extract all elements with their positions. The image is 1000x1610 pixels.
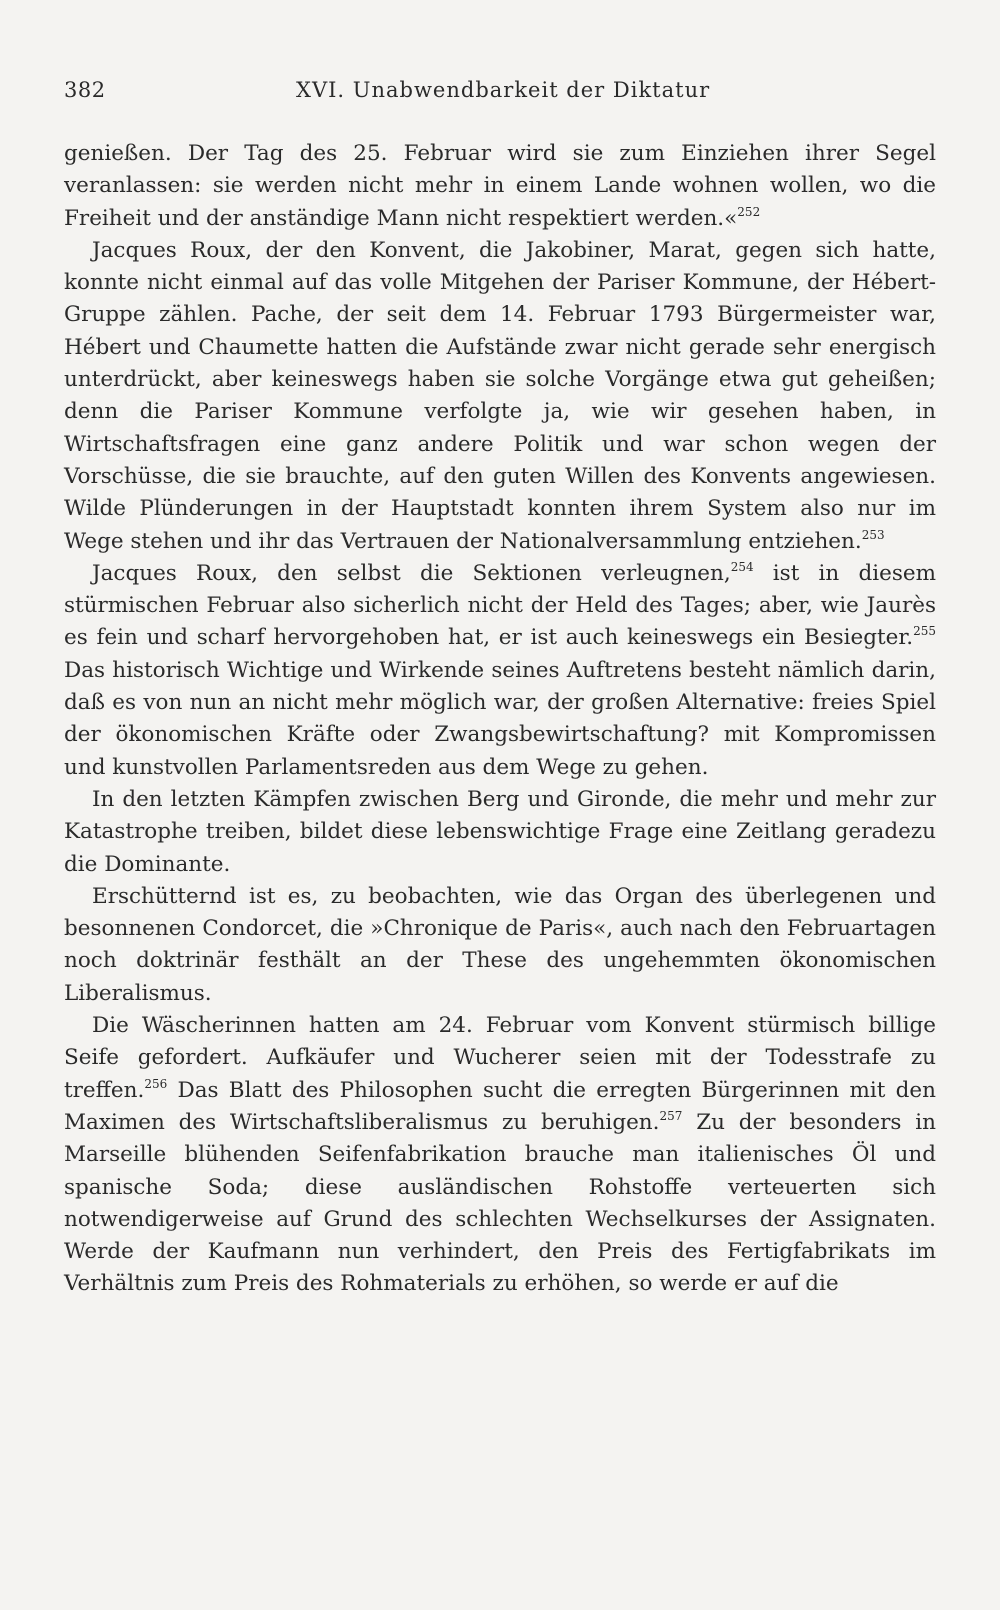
footnote-ref-252: 252 bbox=[737, 204, 761, 219]
page-number: 382 bbox=[64, 78, 106, 102]
paragraph-2: Jacques Roux, der den Konvent, die Jakobiner, Marat, gegen sich hatte, konnte nicht einmal auf das volle Mitgehen der Pariser Kommune, der Hébert-Gruppe zählen. Pache, der seit dem 14. Februar 1793 Bürgermeister war, Hébert und Chaumette hatten die Aufstände zwar nicht gerade sehr energisch unterdrückt, aber keineswegs haben sie solche Vorgänge etwa gut geheißen; denn die Pariser Kommune verfolgte ja, wie wir gesehen haben, in Wirtschaftsfragen eine ganz andere Politik und war schon wegen der Vorschüsse, die sie brauchte, auf den guten Willen des Konvents angewiesen. Wilde Plünderungen in der Hauptstadt konnten ihrem System also nur im Wege stehen und ihr das Vertrauen der Nationalversammlung entziehen.$^{253}$ bbox=[64, 237, 936, 554]
paragraph-5: Erschütternd ist es, zu beobachten, wie das Organ des überlegenen und besonnenen Condorcet, die »Chronique de Paris«, auch nach den Februartagen noch doktrinär festhält an der These des ungehemmten ökonomischen Liberalismus. bbox=[64, 883, 936, 1006]
footnote-ref-254: 254 bbox=[730, 559, 754, 574]
running-head: XVI. Unabwendbarkeit der Diktatur bbox=[296, 78, 711, 102]
footnote-ref-255: 255 bbox=[913, 624, 936, 639]
paragraph-1: genießen. Der Tag des 25. Februar wird sie zum Einziehen ihrer Segel veranlassen: sie werden nicht mehr in einem Lande wohnen wollen, wo die Freiheit und der anständige Mann nicht respektiert werden.«$^{252}$ bbox=[64, 141, 936, 231]
paragraph-6: Die Wäscherinnen hatten am 24. Februar vom Konvent stürmisch billige Seife gefordert. Aufkäufer und Wucherer seien mit der Todesstrafe zu treffen.$^{256}$ Das Blatt des Philosophen sucht die erregten Bürgerinnen mit den Maximen des Wirtschaftsliberalismus zu beruhigen.$^{257}$ Zu der besonders in Marseille blühenden Seifenfabrikation brauche man italienisches Öl und spanische Soda; diese ausländischen Rohstoffe verteuerten sich notwendigerweise auf Grund des schlechten Wechselkurses der Assignaten. Werde der Kaufmann nun verhindert, den Preis des Fertigfabrikats im Verhältnis zum Preis des Rohmaterials zu erhöhen, so werde er auf die bbox=[64, 1013, 936, 1297]
footnote-ref-256: 256 bbox=[144, 1076, 168, 1091]
page-header bbox=[64, 78, 936, 114]
footnote-ref-253: 253 bbox=[861, 527, 885, 542]
footnote-ref-257: 257 bbox=[659, 1108, 683, 1123]
paragraph-3: Jacques Roux, den selbst die Sektionen verleugnen,$^{254}$ ist in diesem stürmischen Februar also sicherlich nicht der Held des Tages; aber, wie Jaurès es fein und scharf hervorgehoben hat, er ist auch keineswegs ein Besiegter.$^{255}$ Das historisch Wichtige und Wirkende seines Auftretens besteht nämlich darin, daß es von nun an nicht mehr möglich war, der großen Alternative: freies Spiel der ökonomischen Kräfte oder Zwangsbewirtschaftung? mit Kompromissen und kunstvollen Parlamentsreden aus dem Wege zu gehen. bbox=[64, 559, 936, 780]
paragraph-4: In den letzten Kämpfen zwischen Berg und Gironde, die mehr und mehr zur Katastrophe treiben, bildet diese lebenswichtige Frage eine Zeitlang geradezu die Dominante. bbox=[64, 786, 936, 877]
body-text bbox=[64, 138, 936, 1301]
